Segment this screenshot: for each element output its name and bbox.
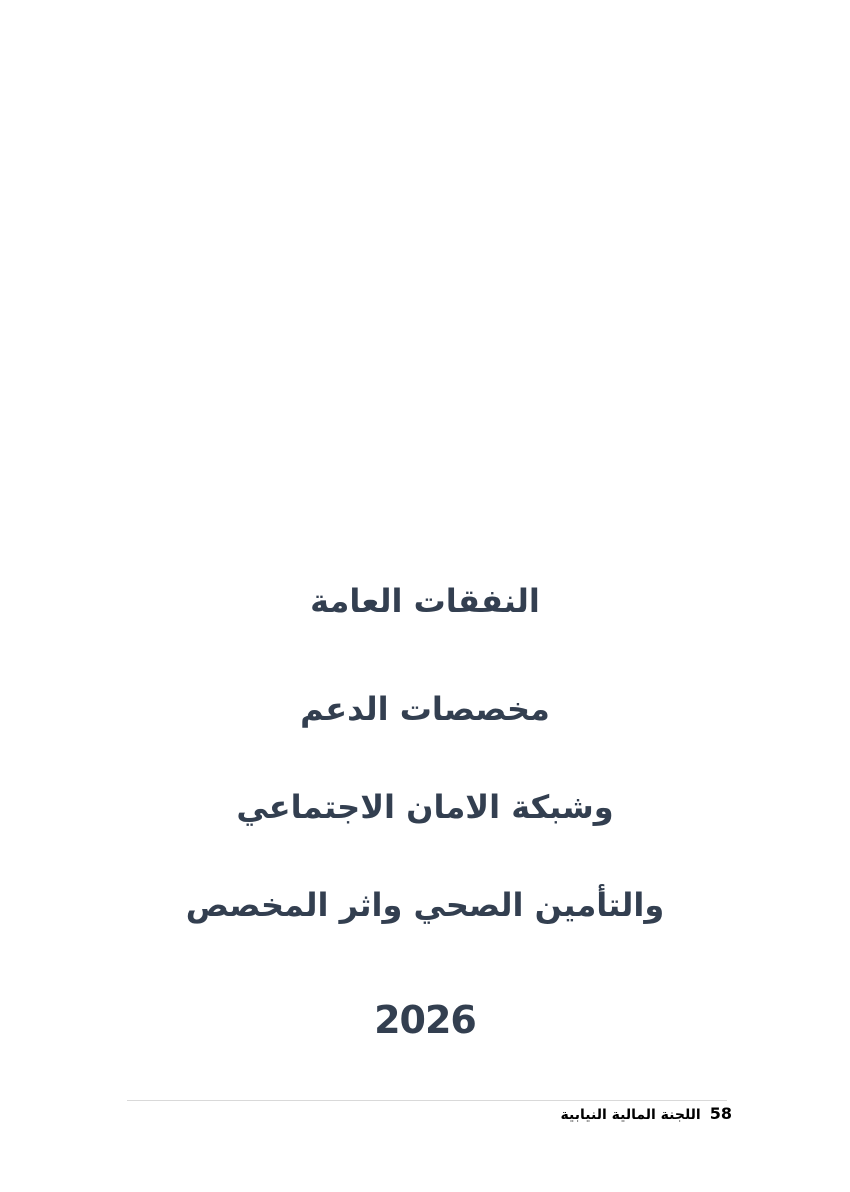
footer-divider-rule (127, 1100, 727, 1101)
title-line-support-allocations: مخصصات الدعم (300, 690, 550, 728)
title-line-health-insurance: والتأمين الصحي واثر المخصص (185, 886, 665, 924)
footer-committee-name: اللجنة المالية النيابية (560, 1107, 701, 1123)
footer-page-number: 58 (709, 1104, 732, 1123)
title-line-social-safety-net: وشبكة الامان الاجتماعي (236, 788, 614, 826)
footer (561, 1103, 732, 1126)
title-line-general-expenses: النفقات العامة (310, 582, 540, 620)
title-year: 2026 (374, 998, 476, 1042)
